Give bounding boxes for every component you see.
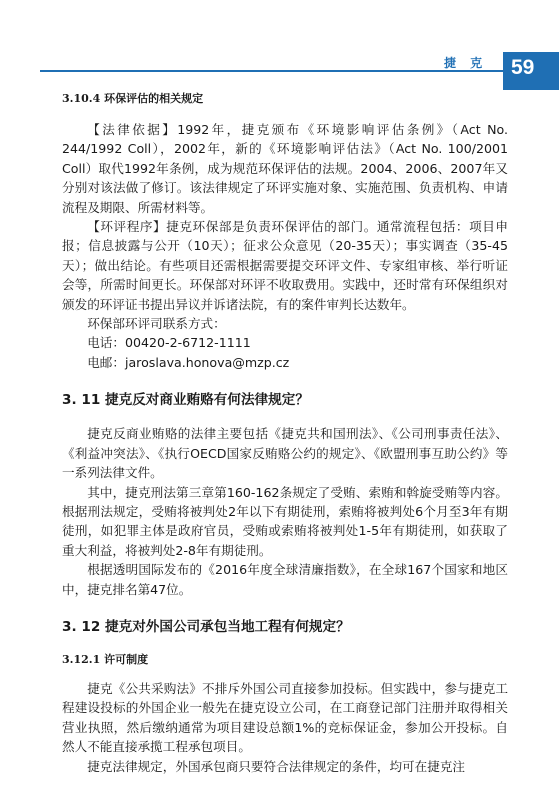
paragraph-criminal-code: 其中，捷克刑法第三章第160-162条规定了受贿、索贿和斡旋受贿等内容。根据刑法规定，受贿将被判处2年以下有期徒刑，索贿将被判处6个月至3年有期徒刑，如犯罪主体是政府官员，受贿或索贿将被判处1-5年有期徒刑，如获取了重大利益，将被判处2-8年有期徒刑。: [62, 484, 508, 558]
contact-email: 电邮：jaroslava.honova@mzp.cz: [87, 354, 290, 370]
section-heading-3-12: 3. 12 捷克对外国公司承包当地工程有何规定？: [62, 618, 350, 635]
header-rule: [40, 70, 503, 72]
contact-title: 环保部环评司联系方式：: [87, 316, 226, 332]
page-number: 59: [511, 56, 535, 79]
paragraph-eia-procedure: 【环评程序】捷克环保部是负责环保评估的部门。通常流程包括：项目申报；信息披露与公开（10天）；征求公众意见（20-35天）；事实调查（35-45天）；做出结论。有些项目还需根据需要提交环评文件、专家组审核、举行听证会等，所需时间更长。环保部对环评不收取费用。实践中，还时常有环保组织对颁发的环评证书提出异议并诉诸法院，有的案件审判长达数年。: [62, 219, 508, 312]
section-heading-3-11: 3. 11 捷克反对商业贿赂有何法律规定？: [62, 392, 309, 409]
paragraph-anti-bribery-laws: 捷克反商业贿赂的法律主要包括《捷克共和国刑法》、《公司刑事责任法》、《利益冲突法》、《执行OECD国家反贿赂公约的规定》、《欧盟刑事互助公约》等一系列法律文件。: [62, 426, 508, 481]
paragraph-cpi-ranking: 根据透明国际发布的《2016年度全球清廉指数》，在全球167个国家和地区中，捷克排名第47位。: [62, 562, 508, 597]
page-body: [62, 86, 508, 776]
contact-phone: 电话：00420-2-6712-1111: [87, 335, 251, 351]
paragraph-contractor-rules: 捷克法律规定，外国承包商只要符合法律规定的条件，均可在捷克注: [87, 758, 465, 774]
subsection-heading-3-12-1: 3.12.1 许可制度: [62, 652, 149, 666]
running-header-title: 捷 克: [444, 56, 488, 70]
paragraph-public-procurement: 捷克《公共采购法》不排斥外国公司直接参加投标。但实践中，参与捷克工程建设投标的外国企业一般先在捷克设立公司，在工商登记部门注册并取得相关营业执照，然后缴纳通常为项目建设总额1%的竞标保证金，参加公开投标。自然人不能直接承揽工程承包项目。: [62, 680, 508, 755]
subsection-heading-3-10-4: 3.10.4 环保评估的相关规定: [62, 92, 204, 105]
paragraph-legal-basis: 【法律依据】1992年，捷克颁布《环境影响评估条例》（Act No. 244/1992 Coll），2002年，新的《环境影响评估法》（Act No. 100/2001 Coll）取代1992年条例，成为规范环保评估的法规。2004、2006、2007年又分别对该法做了修订。该法律规定了环评实施对象、实施范围、负责机构、申请流程及期限、所需材料等。: [62, 122, 508, 215]
